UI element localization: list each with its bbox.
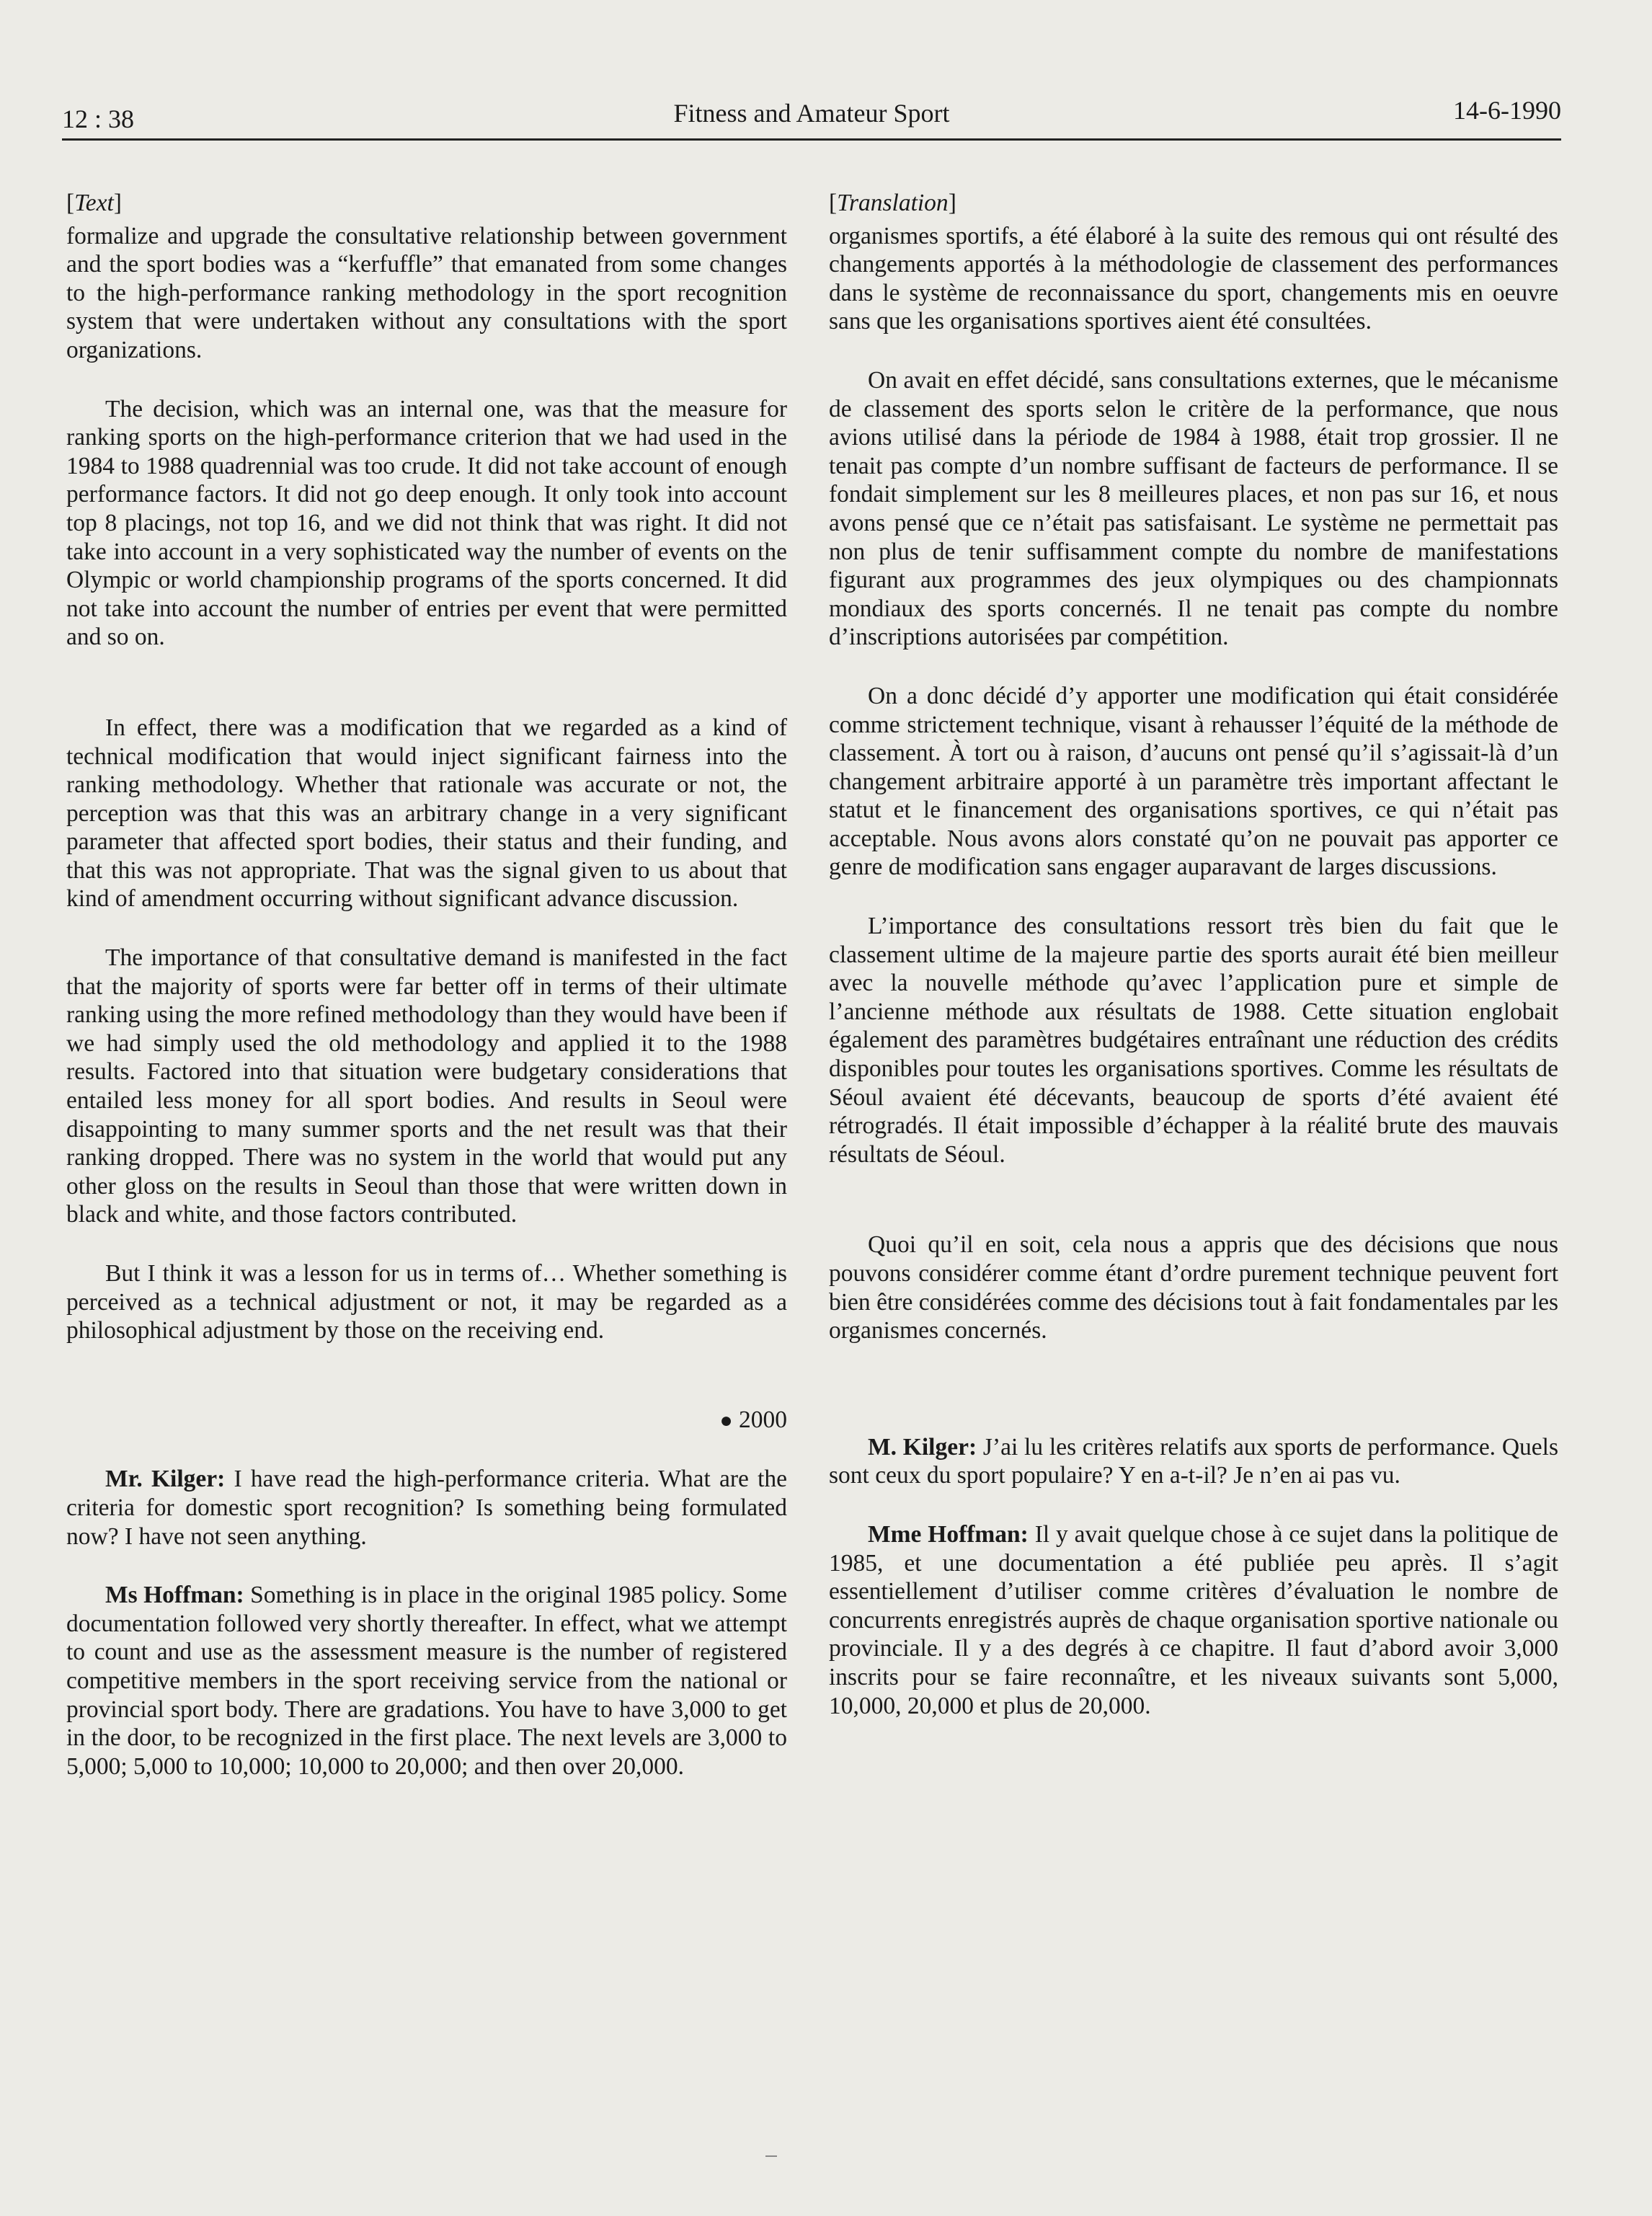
paragraph: In effect, there was a modification that we regarded as a kind of technical modification that would inject significant fairness into the ranking methodology. Whether that rationale was accurate or not, the perception was that this was an arbitrary change in a very significant parameter that affected sport bodies, their status and their funding, and that this was not appropriate. That was the signal given to us about that kind of amendment occurring without significant advance discussion. xyxy=(66,714,787,913)
footer-mark xyxy=(765,2155,777,2157)
paragraph: On avait en effet décidé, sans consultations externes, que le mécanisme de classement des sports selon le critère de la performance, que nous avions utilisé dans la période de 1984 à 1988, était trop grossier. Il ne tenait pas compte d’un nombre suffisant de facteurs de performance. Il se fondait simplement sur les 8 meilleures places, et non pas sur 16, et nous avons pensé que ce n’était pas satisfaisant. Le système ne permettait pas non plus de tenir suffisamment compte du nombre de manifestations figurant aux programmes des jeux olympiques ou des championnats mondiaux des sports concernés. Il ne tenait pas compte du nombre d’inscriptions autorisées par compétition. xyxy=(829,366,1558,651)
column-label-translation: [Translation] xyxy=(829,190,956,216)
paragraph: On a donc décidé d’y apporter une modification qui était considérée comme strictement technique, visant à rehausser l’équité de la méthode de classement. À tort ou à raison, d’aucuns ont pensé qu’il s’agissait-là d’un changement arbitraire apporté à un paramètre très important affectant le statut et le financement des organisations sportives, ce qui n’était pas acceptable. Nous avons alors constaté qu’on ne pouvait pas apporter ce genre de modification sans engager auparavant de larges discussions. xyxy=(829,682,1558,881)
page-number: 12 : 38 xyxy=(62,105,135,133)
running-header xyxy=(62,92,1561,141)
dialogue-paragraph: Mr. Kilger: I have read the high-performance criteria. What are the criteria for domestic sport recognition? Is something being formulated now? I have not seen anything. xyxy=(66,1466,788,1550)
english-column xyxy=(66,189,787,1781)
paragraph: organismes sportifs, a été élaboré à la suite des remous qui ont résulté des changements apportés à la méthodologie de classement des performances dans le système de reconnaissance du sport, changements mis en oeuvre sans que les organisations sportives aient été consultées. xyxy=(829,222,1558,335)
paragraph: Quoi qu’il en soit, cela nous a appris que des décisions que nous pouvons considérer comme étant d’ordre purement technique peuvent fort bien être considérées comme des décisions tout à fait fondamentales par les organismes concernés. xyxy=(829,1231,1558,1344)
header-title: Fitness and Amateur Sport xyxy=(673,99,950,128)
speaker-name: Mme Hoffman: xyxy=(868,1520,1029,1548)
paragraph: formalize and upgrade the consultative relationship between government and the sport bodies was a “kerfuffle” that emanated from some changes to the high-performance ranking methodology in the sport recognition system that were undertaken without any consultations with the sport organizations. xyxy=(66,222,787,363)
speaker-name: M. Kilger: xyxy=(868,1433,977,1461)
column-label-text: [Text] xyxy=(66,190,122,216)
dialogue-paragraph: M. Kilger: J’ai lu les critères relatifs aux sports de performance. Quels sont ceux du sport populaire? Y en a-t-il? Je n’en ai pas vu. xyxy=(829,1433,1559,1489)
speaker-name: Ms Hoffman: xyxy=(105,1582,244,1609)
time-marker: ● 2000 xyxy=(719,1406,787,1433)
speaker-name: Mr. Kilger: xyxy=(105,1466,226,1493)
paragraph: L’importance des consultations ressort très bien du fait que le classement ultime de la majeure partie des sports aurait été bien meilleur avec la nouvelle méthode qu’avec l’application pure et simple de l’ancienne méthode aux résultats de 1988. Cette situation englobait également des paramètres budgétaires entraînant une réduction des crédits disponibles pour toutes les organisations sportives. Comme les résultats de Séoul avaient été décevants, beaucoup de sports d’été avaient été rétrogradés. Il était impossible d’échapper à la réalité brute des mauvais résultats de Séoul. xyxy=(829,913,1558,1168)
paragraph: The decision, which was an internal one, was that the measure for ranking sports on the high-performance criterion that we had used in the 1984 to 1988 quadrennial was too crude. It did not take account of enough performance factors. It did not go deep enough. It only took into account top 8 placings, not top 16, and we did not think that was right. It did not take into account in a very sophisticated way the number of events on the Olympic or world championship programs of the sports concerned. It did not take into account the number of entries per event that were permitted and so on. xyxy=(66,395,787,651)
paragraph: But I think it was a lesson for us in terms of… Whether something is perceived as a technical adjustment or not, it may be regarded as a philosophical adjustment by those on the receiving end. xyxy=(66,1260,787,1344)
header-date: 14-6-1990 xyxy=(1453,96,1561,125)
paragraph: The importance of that consultative demand is manifested in the fact that the majority of sports were far better off in terms of their ultimate ranking using the more refined methodology than they would have been if we had simply used the old methodology and applied it to the 1988 results. Factored into that situation were budgetary considerations that entailed less money for all sport bodies. And results in Seoul were disappointing to many summer sports and the net result was that their ranking dropped. There was no system in the world that would put any other gloss on the results in Seoul than those that were written down in black and white, and those factors contributed. xyxy=(66,944,787,1228)
dialogue-paragraph: Ms Hoffman: Something is in place in the original 1985 policy. Some documentation followed very shortly thereafter. In effect, what we attempt to count and use as the assessment measure is the number of registered competitive members in the sport receiving service from the national or provincial sport body. There are gradations. You have to have 3,000 to get in the door, to be recognized in the first place. The next levels are 3,000 to 5,000; 5,000 to 10,000; 10,000 to 20,000; and then over 20,000. xyxy=(66,1582,787,1780)
french-column xyxy=(829,189,1558,1720)
dialogue-paragraph: Mme Hoffman: Il y avait quelque chose à ce sujet dans la politique de 1985, et une documentation a été publiée peu après. Il s’agit essentiellement d’utiliser comme critères d’évaluation le nombre de concurrents enregistrés auprès de chaque organisation sportive nationale ou provinciale. Il y a des degrés à ce chapitre. Il faut d’abord avoir 3,000 inscrits pour se faire reconnaître, et les niveaux suivants sont 5,000, 10,000, 20,000 et plus de 20,000. xyxy=(829,1520,1558,1719)
